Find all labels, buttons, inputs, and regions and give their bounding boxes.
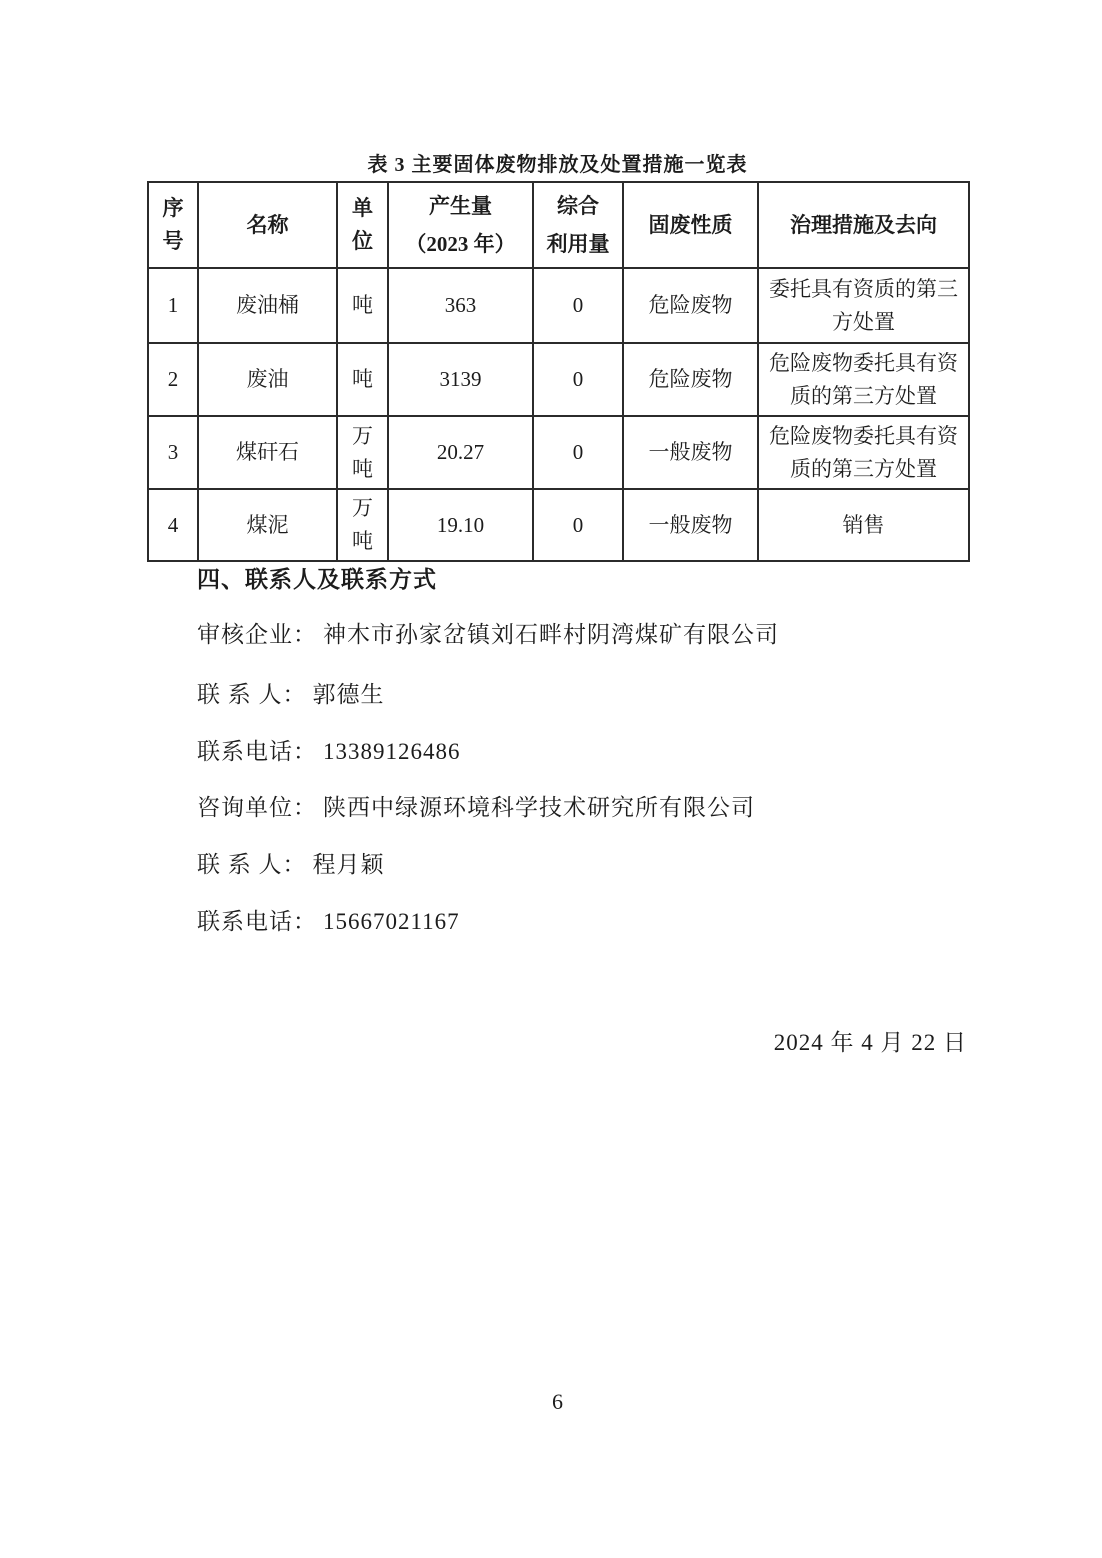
header-measures: 治理措施及去向 (758, 182, 969, 268)
header-seq: 序号 (148, 182, 198, 268)
cell-utilization: 0 (533, 343, 623, 416)
cell-output: 20.27 (388, 416, 533, 489)
solid-waste-table (147, 181, 970, 562)
contact-line-person-1 (197, 676, 385, 709)
contact-value: 郭德生 (312, 682, 385, 707)
cell-measures: 危险废物委托具有资质的第三方处置 (758, 416, 969, 489)
cell-unit: 万吨 (337, 489, 388, 561)
cell-output: 19.10 (388, 489, 533, 561)
header-utilization: 综合 利用量 (533, 182, 623, 268)
cell-measures: 危险废物委托具有资质的第三方处置 (758, 343, 969, 416)
cell-unit: 吨 (337, 343, 388, 416)
contact-label: 咨询单位： (197, 795, 317, 820)
contact-line-phone-2 (197, 903, 460, 936)
contact-line-person-2 (197, 846, 385, 879)
table-header-row (148, 182, 969, 268)
cell-utilization: 0 (533, 489, 623, 561)
contact-label: 联系电话： (197, 909, 317, 934)
table-row (148, 343, 969, 416)
cell-seq: 1 (148, 268, 198, 343)
contact-line-consulting-unit (197, 789, 755, 822)
cell-name: 废油桶 (198, 268, 337, 343)
header-unit: 单位 (337, 182, 388, 268)
cell-waste-nature: 危险废物 (623, 268, 758, 343)
table-row (148, 416, 969, 489)
cell-seq: 4 (148, 489, 198, 561)
header-output: 产生量 （2023 年） (388, 182, 533, 268)
contacts-section-heading: 四、联系人及联系方式 (197, 567, 437, 592)
contact-value: 程月颖 (312, 852, 385, 877)
cell-seq: 3 (148, 416, 198, 489)
contact-value: 神木市孙家岔镇刘石畔村阴湾煤矿有限公司 (323, 622, 779, 647)
contact-label: 联系电话： (197, 739, 317, 764)
cell-name: 煤矸石 (198, 416, 337, 489)
cell-name: 煤泥 (198, 489, 337, 561)
cell-utilization: 0 (533, 268, 623, 343)
table-row (148, 489, 969, 561)
contact-value: 15667021167 (323, 909, 460, 934)
header-name: 名称 (198, 182, 337, 268)
cell-seq: 2 (148, 343, 198, 416)
cell-waste-nature: 一般废物 (623, 489, 758, 561)
cell-measures: 委托具有资质的第三方处置 (758, 268, 969, 343)
cell-waste-nature: 危险废物 (623, 343, 758, 416)
table-title: 表 3 主要固体废物排放及处置措施一览表 (367, 154, 748, 176)
contact-label: 联 系 人： (197, 852, 307, 877)
cell-measures: 销售 (758, 489, 969, 561)
contact-label: 联 系 人： (197, 682, 307, 707)
page-number: 6 (552, 1389, 563, 1414)
document-date: 2024 年 4 月 22 日 (773, 1030, 967, 1055)
cell-unit: 万吨 (337, 416, 388, 489)
cell-waste-nature: 一般废物 (623, 416, 758, 489)
contact-label: 审核企业： (197, 622, 317, 647)
cell-output: 3139 (388, 343, 533, 416)
contact-line-audited-company (197, 616, 779, 649)
contact-value: 陕西中绿源环境科学技术研究所有限公司 (323, 795, 755, 820)
contact-line-phone-1 (197, 733, 461, 766)
cell-name: 废油 (198, 343, 337, 416)
cell-output: 363 (388, 268, 533, 343)
header-waste-nature: 固废性质 (623, 182, 758, 268)
cell-unit: 吨 (337, 268, 388, 343)
cell-utilization: 0 (533, 416, 623, 489)
contact-value: 13389126486 (323, 739, 461, 764)
table-row (148, 268, 969, 343)
